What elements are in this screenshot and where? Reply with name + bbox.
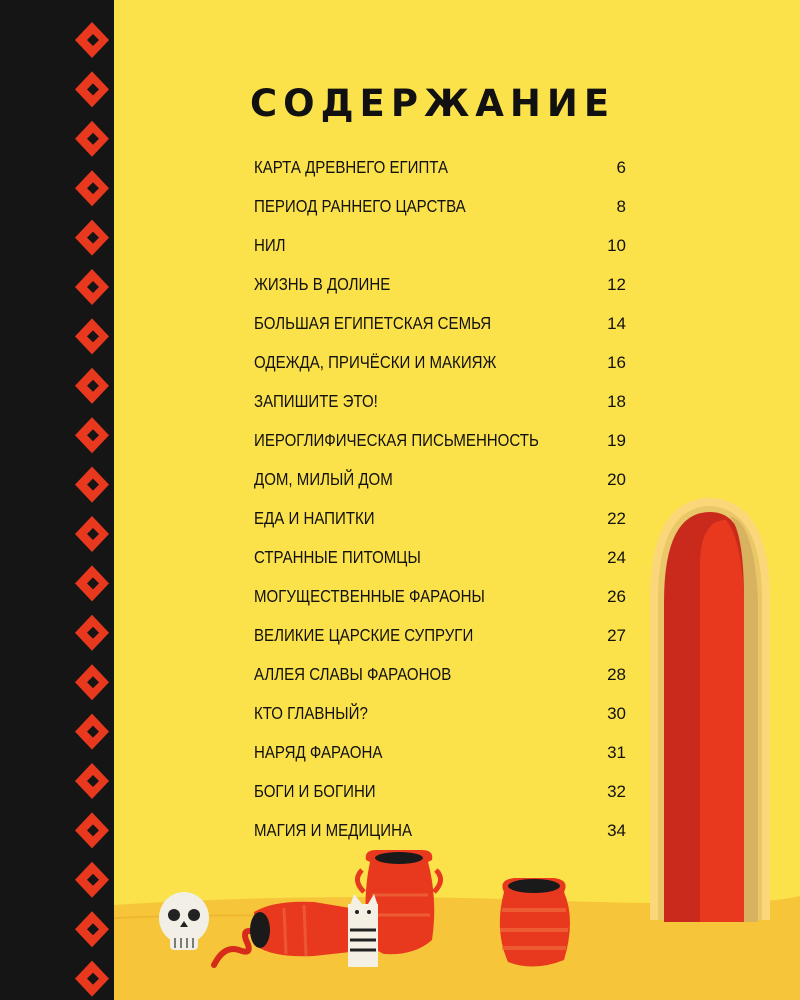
toc-entry-title: НИЛ bbox=[254, 235, 286, 255]
toc-entry-page-number: 14 bbox=[607, 313, 626, 333]
toc-entry-page-number: 31 bbox=[607, 742, 626, 762]
toc-entry[interactable] bbox=[254, 265, 626, 304]
toc-entry-page-number: 30 bbox=[607, 703, 626, 723]
toc-entry[interactable] bbox=[254, 811, 626, 850]
toc-entry-title: БОГИ И БОГИНИ bbox=[254, 781, 376, 801]
toc-entry-page-number: 20 bbox=[607, 469, 626, 489]
cat-figurine-icon bbox=[348, 894, 378, 967]
toc-entry-title: МАГИЯ И МЕДИЦИНА bbox=[254, 820, 413, 840]
toc-entry-title: ПЕРИОД РАННЕГО ЦАРСТВА bbox=[254, 196, 466, 216]
toc-entry-title: ЗАПИШИТЕ ЭТО! bbox=[254, 391, 378, 411]
toc-entry[interactable] bbox=[254, 499, 626, 538]
toc-entry-page-number: 8 bbox=[616, 196, 626, 216]
doorway-icon bbox=[650, 498, 770, 922]
toc-entry-title: НАРЯД ФАРАОНА bbox=[254, 742, 383, 762]
toc-entry-page-number: 28 bbox=[607, 664, 626, 684]
toc-entry-page-number: 27 bbox=[607, 625, 626, 645]
toc-entry[interactable] bbox=[254, 616, 626, 655]
toc-entry[interactable] bbox=[254, 382, 626, 421]
toc-entry-page-number: 34 bbox=[607, 820, 626, 840]
toc-entry-title: ЖИЗНЬ В ДОЛИНЕ bbox=[254, 274, 391, 294]
table-of-contents bbox=[254, 148, 626, 850]
toc-entry-title: ВЕЛИКИЕ ЦАРСКИЕ СУПРУГИ bbox=[254, 625, 474, 645]
toc-entry-title: БОЛЬШАЯ ЕГИПЕТСКАЯ СЕМЬЯ bbox=[254, 313, 492, 333]
diamond-border-icon bbox=[0, 0, 114, 1000]
toc-entry-title: ИЕРОГЛИФИЧЕСКАЯ ПИСЬМЕННОСТЬ bbox=[254, 430, 539, 450]
toc-entry[interactable] bbox=[254, 421, 626, 460]
toc-entry[interactable] bbox=[254, 772, 626, 811]
page-title: СОДЕРЖАНИЕ bbox=[250, 82, 616, 125]
fallen-jar-icon bbox=[250, 902, 354, 957]
toc-entry-title: ЕДА И НАПИТКИ bbox=[254, 508, 375, 528]
toc-entry-title: КТО ГЛАВНЫЙ? bbox=[254, 703, 368, 723]
toc-entry-page-number: 18 bbox=[607, 391, 626, 411]
toc-entry[interactable] bbox=[254, 733, 626, 772]
toc-entry-page-number: 6 bbox=[616, 157, 626, 177]
toc-entry[interactable] bbox=[254, 694, 626, 733]
toc-entry[interactable] bbox=[254, 148, 626, 187]
toc-entry-page-number: 12 bbox=[607, 274, 626, 294]
toc-entry-page-number: 24 bbox=[607, 547, 626, 567]
toc-entry-page-number: 10 bbox=[607, 235, 626, 255]
toc-entry[interactable] bbox=[254, 187, 626, 226]
toc-entry[interactable] bbox=[254, 304, 626, 343]
toc-entry[interactable] bbox=[254, 343, 626, 382]
toc-entry[interactable] bbox=[254, 538, 626, 577]
toc-entry-page-number: 26 bbox=[607, 586, 626, 606]
toc-entry-page-number: 16 bbox=[607, 352, 626, 372]
jar-icon bbox=[500, 878, 570, 967]
toc-entry[interactable] bbox=[254, 655, 626, 694]
toc-entry-title: МОГУЩЕСТВЕННЫЕ ФАРАОНЫ bbox=[254, 586, 485, 606]
toc-entry[interactable] bbox=[254, 577, 626, 616]
toc-entry-page-number: 22 bbox=[607, 508, 626, 528]
toc-entry-title: ОДЕЖДА, ПРИЧЁСКИ И МАКИЯЖ bbox=[254, 352, 497, 372]
toc-entry-page-number: 32 bbox=[607, 781, 626, 801]
toc-entry-title: ДОМ, МИЛЫЙ ДОМ bbox=[254, 469, 393, 489]
toc-entry[interactable] bbox=[254, 226, 626, 265]
toc-entry-title: СТРАННЫЕ ПИТОМЦЫ bbox=[254, 547, 421, 567]
toc-entry[interactable] bbox=[254, 460, 626, 499]
toc-entry-page-number: 19 bbox=[607, 430, 626, 450]
toc-entry-title: КАРТА ДРЕВНЕГО ЕГИПТА bbox=[254, 157, 449, 177]
toc-entry-title: АЛЛЕЯ СЛАВЫ ФАРАОНОВ bbox=[254, 664, 452, 684]
